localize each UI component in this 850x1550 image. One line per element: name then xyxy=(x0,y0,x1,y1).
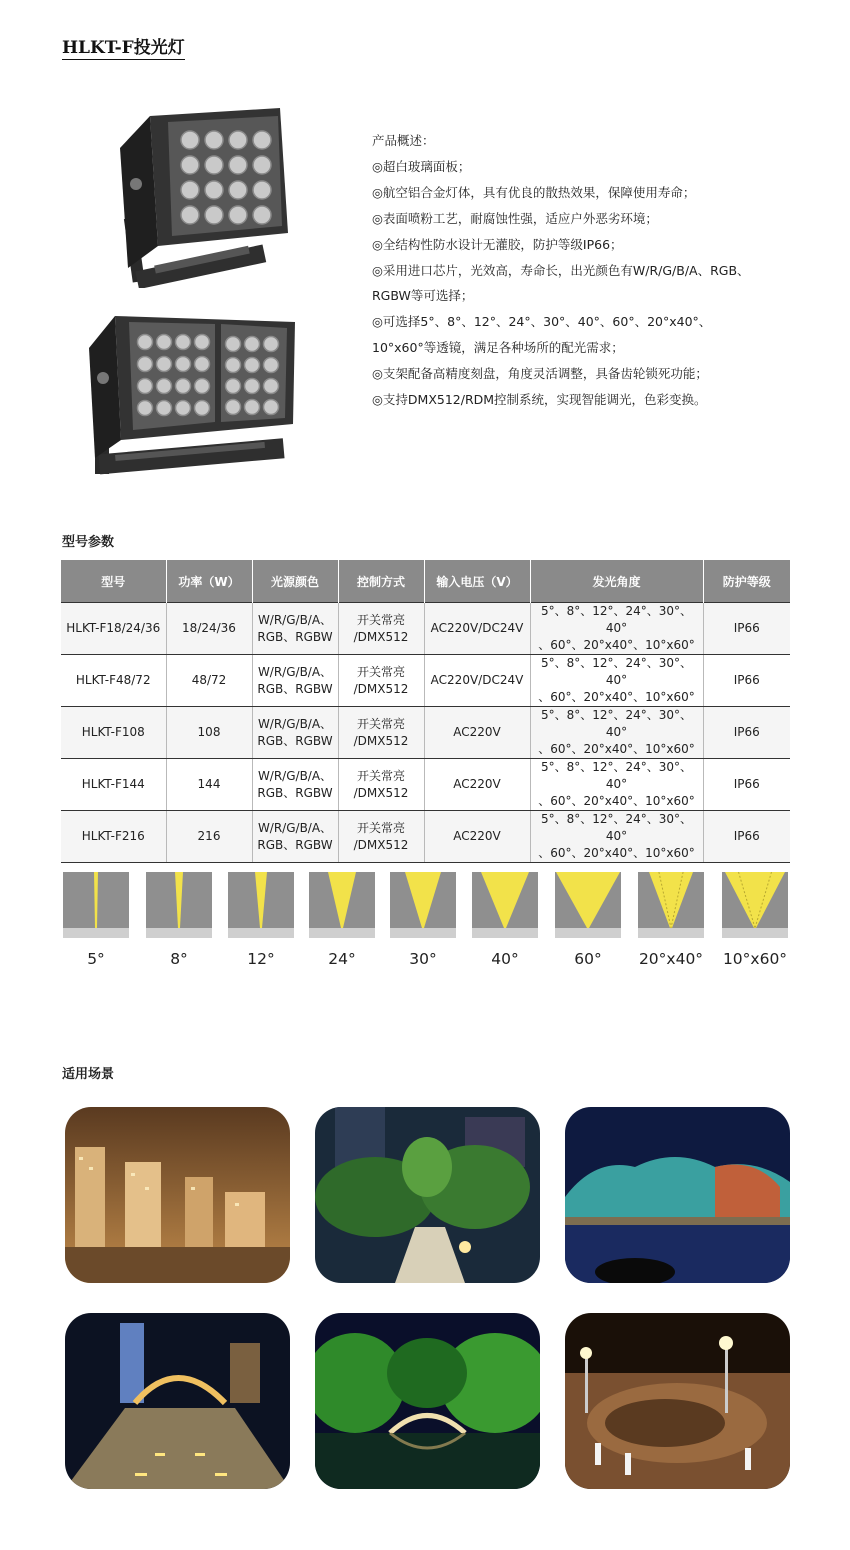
beam-angle-icon xyxy=(228,872,294,938)
table-cell xyxy=(338,655,424,707)
beam-angle-icon xyxy=(722,872,788,938)
product-description xyxy=(372,128,802,413)
led-lens xyxy=(229,206,247,224)
table-cell xyxy=(338,603,424,655)
led-lens xyxy=(264,337,279,352)
table-row xyxy=(61,603,790,655)
table-cell: HLKT-F18/24/36 xyxy=(61,603,166,655)
cell-line: 、60°、20°x40°、10°x60° xyxy=(538,690,695,704)
table-cell xyxy=(252,603,338,655)
cell-line: 、60°、20°x40°、10°x60° xyxy=(538,794,695,808)
led-lens xyxy=(245,358,260,373)
led-lens xyxy=(176,379,191,394)
led-lens xyxy=(264,358,279,373)
table-cell xyxy=(530,759,703,811)
led-lens xyxy=(253,156,271,174)
led-lens xyxy=(195,401,210,416)
led-lens xyxy=(138,357,153,372)
table-cell: HLKT-F216 xyxy=(61,811,166,863)
cell-line: 、60°、20°x40°、10°x60° xyxy=(538,638,695,652)
led-lens xyxy=(195,335,210,350)
cell-line: RGB、RGBW xyxy=(257,681,333,696)
table-cell: IP66 xyxy=(703,759,790,811)
beam-angle-icon xyxy=(146,872,212,938)
column-header: 控制方式 xyxy=(338,560,424,603)
led-lens xyxy=(245,337,260,352)
description-line: ◎表面喷粉工艺，耐腐蚀性强，适应户外恶劣环境； xyxy=(372,210,658,226)
cell-line: 5°、8°、12°、24°、30°、40° xyxy=(540,604,693,635)
beam-angle-icon xyxy=(472,872,538,938)
description-line: ◎航空铝合金灯体，具有优良的散热效果，保障使用寿命； xyxy=(372,184,696,200)
table-cell xyxy=(530,707,703,759)
beam-angle-label: 8° xyxy=(170,950,188,968)
led-lens xyxy=(195,379,210,394)
column-header: 发光角度 xyxy=(530,560,703,603)
led-lens xyxy=(176,335,191,350)
cell-line: 开关常亮 xyxy=(356,612,405,627)
led-lens xyxy=(176,357,191,372)
beam-angle-icon xyxy=(309,872,375,938)
led-lens xyxy=(253,131,271,149)
led-lens xyxy=(195,357,210,372)
cell-line: RGB、RGBW xyxy=(257,785,333,800)
table-header-row xyxy=(61,560,790,603)
beam-angle-label: 10°x60° xyxy=(722,950,788,968)
led-lens xyxy=(205,181,223,199)
scene-photo-square-lamps xyxy=(565,1313,790,1489)
table-cell: IP66 xyxy=(703,655,790,707)
table-cell: AC220V/DC24V xyxy=(424,603,530,655)
table-cell: AC220V xyxy=(424,811,530,863)
description-line: ◎采用进口芯片，光效高，寿命长，出光颜色有W/R/G/B/A、RGB、 xyxy=(372,262,750,278)
beam-angle-icon xyxy=(638,872,704,938)
specs-heading: 型号参数 xyxy=(62,535,115,550)
table-cell: AC220V/DC24V xyxy=(424,655,530,707)
beam-angle-label: 30° xyxy=(409,950,437,968)
table-cell: AC220V xyxy=(424,707,530,759)
scene-photo-residential-towers xyxy=(65,1107,290,1283)
led-lens xyxy=(205,131,223,149)
column-header: 防护等级 xyxy=(703,560,790,603)
table-cell: HLKT-F144 xyxy=(61,759,166,811)
cell-line: /DMX512 xyxy=(353,629,409,644)
led-lens xyxy=(264,379,279,394)
scene-photo-rock-island xyxy=(565,1107,790,1283)
table-cell xyxy=(530,655,703,707)
led-lens xyxy=(181,156,199,174)
cell-line: W/R/G/B/A、 xyxy=(257,768,333,783)
table-row xyxy=(61,811,790,863)
led-lens xyxy=(181,131,199,149)
led-lens xyxy=(157,379,172,394)
led-lens xyxy=(157,335,172,350)
cell-line: RGB、RGBW xyxy=(257,837,333,852)
cell-line: 开关常亮 xyxy=(356,820,405,835)
description-line: RGBW等可选择； xyxy=(372,288,474,304)
led-lens xyxy=(205,156,223,174)
table-cell: IP66 xyxy=(703,707,790,759)
column-header: 输入电压（V） xyxy=(424,560,530,603)
cell-line: 5°、8°、12°、24°、30°、40° xyxy=(540,656,693,687)
scene-photo-garden-landscape xyxy=(315,1107,540,1283)
led-lens xyxy=(138,379,153,394)
beam-angle-label: 20°x40° xyxy=(638,950,704,968)
page-title: HLKT-F投光灯 xyxy=(62,33,185,60)
cell-line: W/R/G/B/A、 xyxy=(257,664,333,679)
led-lens xyxy=(181,206,199,224)
cell-line: W/R/G/B/A、 xyxy=(257,612,333,627)
cell-line: W/R/G/B/A、 xyxy=(257,820,333,835)
table-cell xyxy=(338,707,424,759)
product-image-single xyxy=(110,108,300,288)
table-cell: 216 xyxy=(166,811,252,863)
table-cell xyxy=(530,603,703,655)
table-cell xyxy=(252,655,338,707)
cell-line: 、60°、20°x40°、10°x60° xyxy=(538,846,695,860)
cell-line: 5°、8°、12°、24°、30°、40° xyxy=(540,760,693,791)
table-row xyxy=(61,707,790,759)
beam-angle-label: 5° xyxy=(87,950,105,968)
led-lens xyxy=(253,181,271,199)
description-line: ◎可选择5°、8°、12°、24°、30°、40°、60°、20°x40°、 xyxy=(372,314,712,330)
table-cell xyxy=(338,811,424,863)
led-lens xyxy=(176,401,191,416)
product-image-double xyxy=(85,312,305,480)
led-lens xyxy=(229,156,247,174)
cell-line: 开关常亮 xyxy=(356,716,405,731)
cell-line: RGB、RGBW xyxy=(257,733,333,748)
cell-line: W/R/G/B/A、 xyxy=(257,716,333,731)
column-header: 型号 xyxy=(61,560,166,603)
table-cell xyxy=(252,811,338,863)
cell-line: RGB、RGBW xyxy=(257,629,333,644)
led-lens xyxy=(226,358,241,373)
description-line: 10°x60°等透镜，满足各种场所的配光需求； xyxy=(372,340,624,356)
beam-angle-icon xyxy=(63,872,129,938)
led-lens xyxy=(229,181,247,199)
cell-line: 5°、8°、12°、24°、30°、40° xyxy=(540,812,693,843)
table-cell: 18/24/36 xyxy=(166,603,252,655)
cell-line: /DMX512 xyxy=(353,785,409,800)
beam-angle-label: 60° xyxy=(574,950,602,968)
scene-photo-city-plaza xyxy=(65,1313,290,1489)
table-cell: AC220V xyxy=(424,759,530,811)
description-line: ◎超白玻璃面板； xyxy=(372,158,471,174)
table-cell xyxy=(252,759,338,811)
led-lens xyxy=(226,379,241,394)
table-cell xyxy=(530,811,703,863)
table-cell: IP66 xyxy=(703,811,790,863)
led-lens xyxy=(138,335,153,350)
table-cell: 144 xyxy=(166,759,252,811)
beam-angle-icon xyxy=(390,872,456,938)
led-lens xyxy=(229,131,247,149)
table-row xyxy=(61,655,790,707)
cell-line: /DMX512 xyxy=(353,681,409,696)
led-lens xyxy=(138,401,153,416)
description-line: 产品概述： xyxy=(372,133,435,148)
cell-line: /DMX512 xyxy=(353,837,409,852)
table-cell xyxy=(252,707,338,759)
led-lens xyxy=(226,337,241,352)
table-cell: HLKT-F48/72 xyxy=(61,655,166,707)
table-row xyxy=(61,759,790,811)
description-line: ◎支持DMX512/RDM控制系统，实现智能调光，色彩变换。 xyxy=(372,392,707,408)
led-lens xyxy=(226,400,241,415)
led-lens xyxy=(205,206,223,224)
table-cell: IP66 xyxy=(703,603,790,655)
beam-angle-label: 24° xyxy=(328,950,356,968)
led-lens xyxy=(253,206,271,224)
beam-angle-label: 12° xyxy=(247,950,275,968)
led-lens xyxy=(157,357,172,372)
specs-table xyxy=(61,560,790,863)
table-cell: 108 xyxy=(166,707,252,759)
description-line: ◎全结构性防水设计无灌胶，防护等级IP66； xyxy=(372,236,623,252)
led-lens xyxy=(181,181,199,199)
led-lens xyxy=(157,401,172,416)
cell-line: 开关常亮 xyxy=(356,768,405,783)
beam-angle-icon xyxy=(555,872,621,938)
cell-line: /DMX512 xyxy=(353,733,409,748)
scene-photo-park-bridge xyxy=(315,1313,540,1489)
scenes-heading: 适用场景 xyxy=(62,1067,115,1082)
cell-line: 5°、8°、12°、24°、30°、40° xyxy=(540,708,693,739)
table-cell xyxy=(338,759,424,811)
cell-line: 、60°、20°x40°、10°x60° xyxy=(538,742,695,756)
led-lens xyxy=(245,400,260,415)
table-cell: HLKT-F108 xyxy=(61,707,166,759)
led-lens xyxy=(245,379,260,394)
description-line: ◎支架配备高精度刻盘，角度灵活调整，具备齿轮锁死功能； xyxy=(372,366,708,382)
led-lens xyxy=(264,400,279,415)
column-header: 功率（W） xyxy=(166,560,252,603)
cell-line: 开关常亮 xyxy=(356,664,405,679)
column-header: 光源颜色 xyxy=(252,560,338,603)
table-cell: 48/72 xyxy=(166,655,252,707)
beam-angle-label: 40° xyxy=(491,950,519,968)
